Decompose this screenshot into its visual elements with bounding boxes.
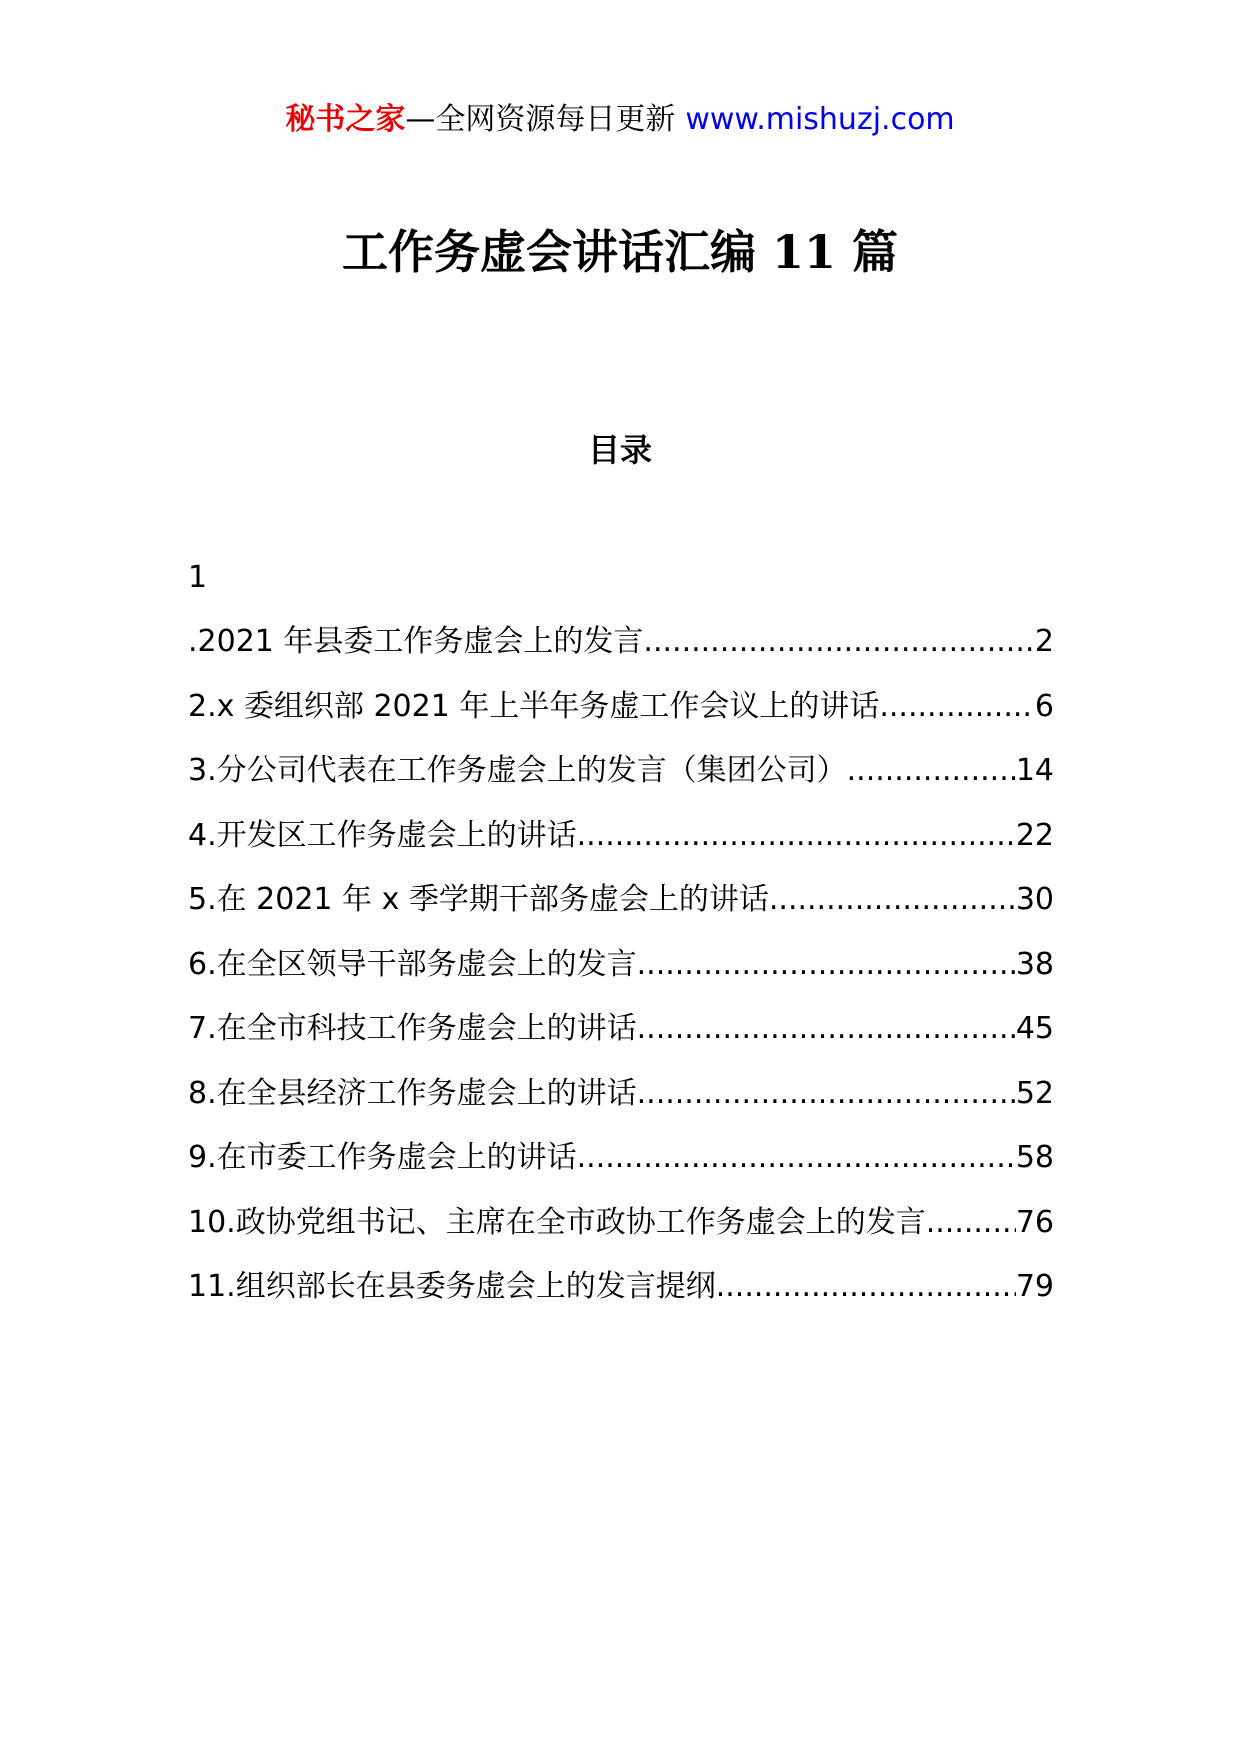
- toc-entry-title: 5.在 2021 年 x 季学期干部务虚会上的讲话: [188, 882, 769, 917]
- toc-entry-page: 30: [1015, 882, 1054, 917]
- toc-entry-title: 9.在市委工作务虚会上的讲话: [188, 1140, 577, 1175]
- toc-entry[interactable]: [188, 622, 1054, 687]
- toc-entry-page: 38: [1015, 946, 1054, 982]
- toc-dot-leader: [577, 1138, 1016, 1178]
- toc-dot-leader: [637, 1074, 1016, 1114]
- toc-entry[interactable]: [188, 945, 1054, 1010]
- toc-entry[interactable]: [188, 1074, 1054, 1139]
- document-title: 工作务虚会讲话汇编 11 篇: [341, 225, 899, 279]
- site-url-link[interactable]: www.mishuzj.com: [685, 102, 955, 137]
- table-of-contents: [188, 558, 1054, 1332]
- toc-entry[interactable]: [188, 1267, 1054, 1332]
- site-header: [0, 100, 1240, 140]
- toc-dot-leader: [879, 687, 1035, 727]
- toc-entry[interactable]: [188, 751, 1054, 816]
- toc-entry[interactable]: [188, 687, 1054, 752]
- brand-name: 秘书之家: [285, 102, 406, 137]
- toc-entry[interactable]: [188, 816, 1054, 881]
- toc-dot-leader: [643, 622, 1034, 662]
- toc-dot-leader: [847, 751, 1016, 791]
- toc-entry-page: 14: [1015, 753, 1054, 788]
- toc-entry[interactable]: [188, 1138, 1054, 1203]
- toc-entry[interactable]: [188, 1009, 1054, 1074]
- toc-entry-title: 3.分公司代表在工作务虚会上的发言（集团公司）: [188, 753, 847, 788]
- toc-dot-leader: [637, 945, 1016, 985]
- toc-dot-leader: [577, 816, 1016, 856]
- toc-entry-page: 52: [1015, 1075, 1054, 1111]
- toc-entry-title: 11.组织部长在县委务虚会上的发言提纲: [188, 1269, 716, 1304]
- toc-entry-title: 7.在全市科技工作务虚会上的讲话: [188, 1011, 637, 1046]
- toc-entry-title: 10.政协党组书记、主席在全市政协工作务虚会上的发言: [188, 1204, 926, 1240]
- toc-entry-page: 45: [1015, 1011, 1054, 1046]
- toc-entry-title: .2021 年县委工作务虚会上的发言: [188, 624, 644, 659]
- toc-entry-page: 6: [1034, 688, 1054, 724]
- toc-entry-page: 22: [1015, 817, 1054, 853]
- toc-entry-page: 58: [1015, 1140, 1054, 1175]
- toc-lead-number: 1: [188, 560, 208, 595]
- toc-entry[interactable]: [188, 1203, 1054, 1268]
- toc-entry-title: 2.x 委组织部 2021 年上半年务虚工作会议上的讲话: [188, 688, 880, 724]
- toc-dot-leader: [769, 880, 1016, 920]
- toc-dot-leader: [637, 1009, 1016, 1049]
- toc-entry-title: 4.开发区工作务虚会上的讲话: [188, 817, 577, 853]
- toc-entry-title: 6.在全区领导干部务虚会上的发言: [188, 946, 637, 982]
- header-tagline: —全网资源每日更新: [405, 102, 676, 137]
- toc-entry-page: 76: [1015, 1204, 1054, 1240]
- toc-entry-page: 79: [1015, 1269, 1054, 1304]
- toc-heading: 目录: [587, 431, 652, 469]
- toc-entry-page: 2: [1034, 624, 1054, 659]
- toc-entry[interactable]: [188, 880, 1054, 945]
- toc-dot-leader: [716, 1267, 1016, 1307]
- toc-entry-title: 8.在全县经济工作务虚会上的讲话: [188, 1075, 637, 1111]
- toc-dot-leader: [926, 1203, 1016, 1243]
